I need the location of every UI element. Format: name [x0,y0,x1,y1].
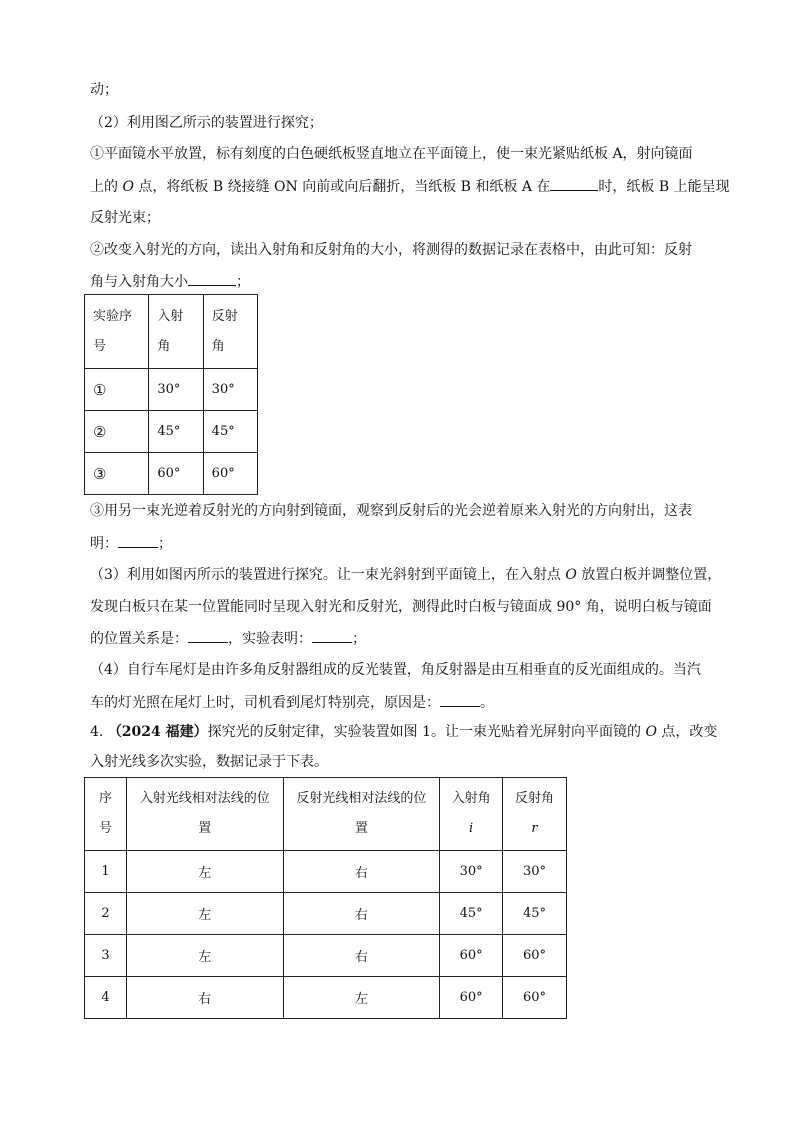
text-span: 上的 [90,179,123,195]
table-cell: 左 [283,977,440,1019]
table-cell: ① [85,369,149,411]
table-row [85,893,567,935]
text-span: （3）利用如图丙所示的装置进行探究。让一束光斜射到平面镜上，在入射点 [90,567,566,583]
table-cell: 45° [440,893,503,935]
table-row [85,411,258,453]
table-header-cell [440,778,503,851]
text-line [90,692,720,713]
question-part-3 [90,565,720,585]
point-o: O [565,567,577,583]
table-header-cell [85,295,149,369]
text-span: 车的灯光照在尾灯上时，司机看到尾灯特别亮，原因是： [90,695,440,711]
table-cell: 60° [440,977,503,1019]
text-span: ，实验表明： [228,631,312,647]
text-span: 点，将纸板 B 绕接缝 ON 向前或向后翻折，当纸板 B 和纸板 A 在 [133,179,551,195]
text-line [90,628,720,649]
table-header-cell [283,778,440,851]
table-row [85,453,258,495]
answer-blank [440,692,480,707]
text-line: 动； [90,82,118,98]
table-cell: 60° [440,935,503,977]
question-4 [90,722,720,742]
table-header-row [85,295,258,369]
table-cell: 2 [85,893,127,935]
table-cell: 左 [126,935,283,977]
table-cell: 60° [203,453,257,495]
header-text: 反射 [211,308,238,324]
header-text: 角 [157,338,171,354]
text-span: 明： [90,536,118,552]
text-span: ； [236,274,250,290]
text-span: 放置白板并调整位置， [576,567,722,583]
table-cell: 1 [85,851,127,893]
table-row [85,977,567,1019]
text-span: 。 [480,695,494,711]
header-text: 置 [198,821,212,836]
table-cell: ③ [85,453,149,495]
text-line [90,533,720,554]
header-text: 置 [354,821,368,836]
answer-blank [188,628,228,643]
table-cell: 右 [283,935,440,977]
header-symbol: r [531,821,538,836]
table-header-cell [126,778,283,851]
question-part-4: （4）自行车尾灯是由许多角反射器组成的反光装置，角反射器是由互相垂直的反光面组成的。当汽 [90,662,701,678]
table-cell: 3 [85,935,127,977]
table-cell: 45° [149,411,203,453]
table-header-cell [85,778,127,851]
header-text: 序 [98,791,112,806]
text-span: 的位置关系是： [90,631,188,647]
text-line: ①平面镜水平放置，标有刻度的白色硬纸板竖直地立在平面镜上，使一束光紧贴纸板 A，射向镜面 [90,146,693,162]
text-line [90,271,720,292]
text-span: 点，改变 [656,724,718,740]
header-text: 反射光线相对法线的位 [296,791,427,806]
table-header-row [85,778,567,851]
header-text: 入射角 [451,791,491,806]
question-number: 4. [90,724,108,740]
table-cell: 右 [283,851,440,893]
answer-blank [188,271,236,286]
answer-blank [550,176,598,191]
table-cell: 右 [126,977,283,1019]
table-header-cell [149,295,203,369]
answer-blank [118,533,158,548]
table-cell: 30° [203,369,257,411]
header-text: 号 [98,821,112,836]
table-cell: 60° [503,977,567,1019]
table-cell: 30° [440,851,503,893]
table-header-cell [503,778,567,851]
table-cell: 4 [85,977,127,1019]
table-row [85,369,258,411]
point-o: O [122,179,134,195]
point-o: O [645,724,657,740]
header-text: 实验序 [93,308,133,324]
table-cell: 60° [503,935,567,977]
text-span: ； [158,536,172,552]
text-span: 时，纸板 B 上能呈现 [598,179,730,195]
question-part-2: （2）利用图乙所示的装置进行探究； [90,115,323,131]
table-cell: 60° [149,453,203,495]
text-line: ③用另一束光逆着反射光的方向射到镜面，观察到反射后的光会逆着原来入射光的方向射出，这表 [90,503,692,519]
angle-data-table [84,294,258,495]
table-row [85,935,567,977]
header-symbol: i [469,821,474,836]
text-span: ； [352,631,366,647]
text-line: ②改变入射光的方向，读出入射角和反射角的大小，将测得的数据记录在表格中，由此可知：反射 [90,242,692,258]
table-cell: 30° [149,369,203,411]
table-cell: 45° [503,893,567,935]
table-row [85,851,567,893]
text-line: 发现白板只在某一位置能同时呈现入射光和反射光，测得此时白板与镜面成 90° 角，说明白板与镜面 [90,599,712,615]
table-cell: 45° [203,411,257,453]
text-span: 探究光的反射定律，实验装置如图 1。让一束光贴着光屏射向平面镜的 [207,724,646,740]
text-line: 入射光线多次实验，数据记录于下表。 [90,754,328,770]
header-text: 入射 [157,308,184,324]
table-cell: 右 [283,893,440,935]
table-cell: 左 [126,893,283,935]
header-text: 入射光线相对法线的位 [139,791,270,806]
answer-blank [312,628,352,643]
header-text: 号 [93,338,107,354]
table-header-cell [203,295,257,369]
header-text: 反射角 [515,791,555,806]
table-cell: 左 [126,851,283,893]
question-source: （2024 福建） [107,724,208,740]
reflection-data-table [84,777,567,1019]
table-cell: ② [85,411,149,453]
text-span: 角与入射角大小 [90,274,188,290]
header-text: 角 [211,338,225,354]
table-cell: 30° [503,851,567,893]
text-line [90,176,730,197]
text-line: 反射光束； [90,210,160,226]
